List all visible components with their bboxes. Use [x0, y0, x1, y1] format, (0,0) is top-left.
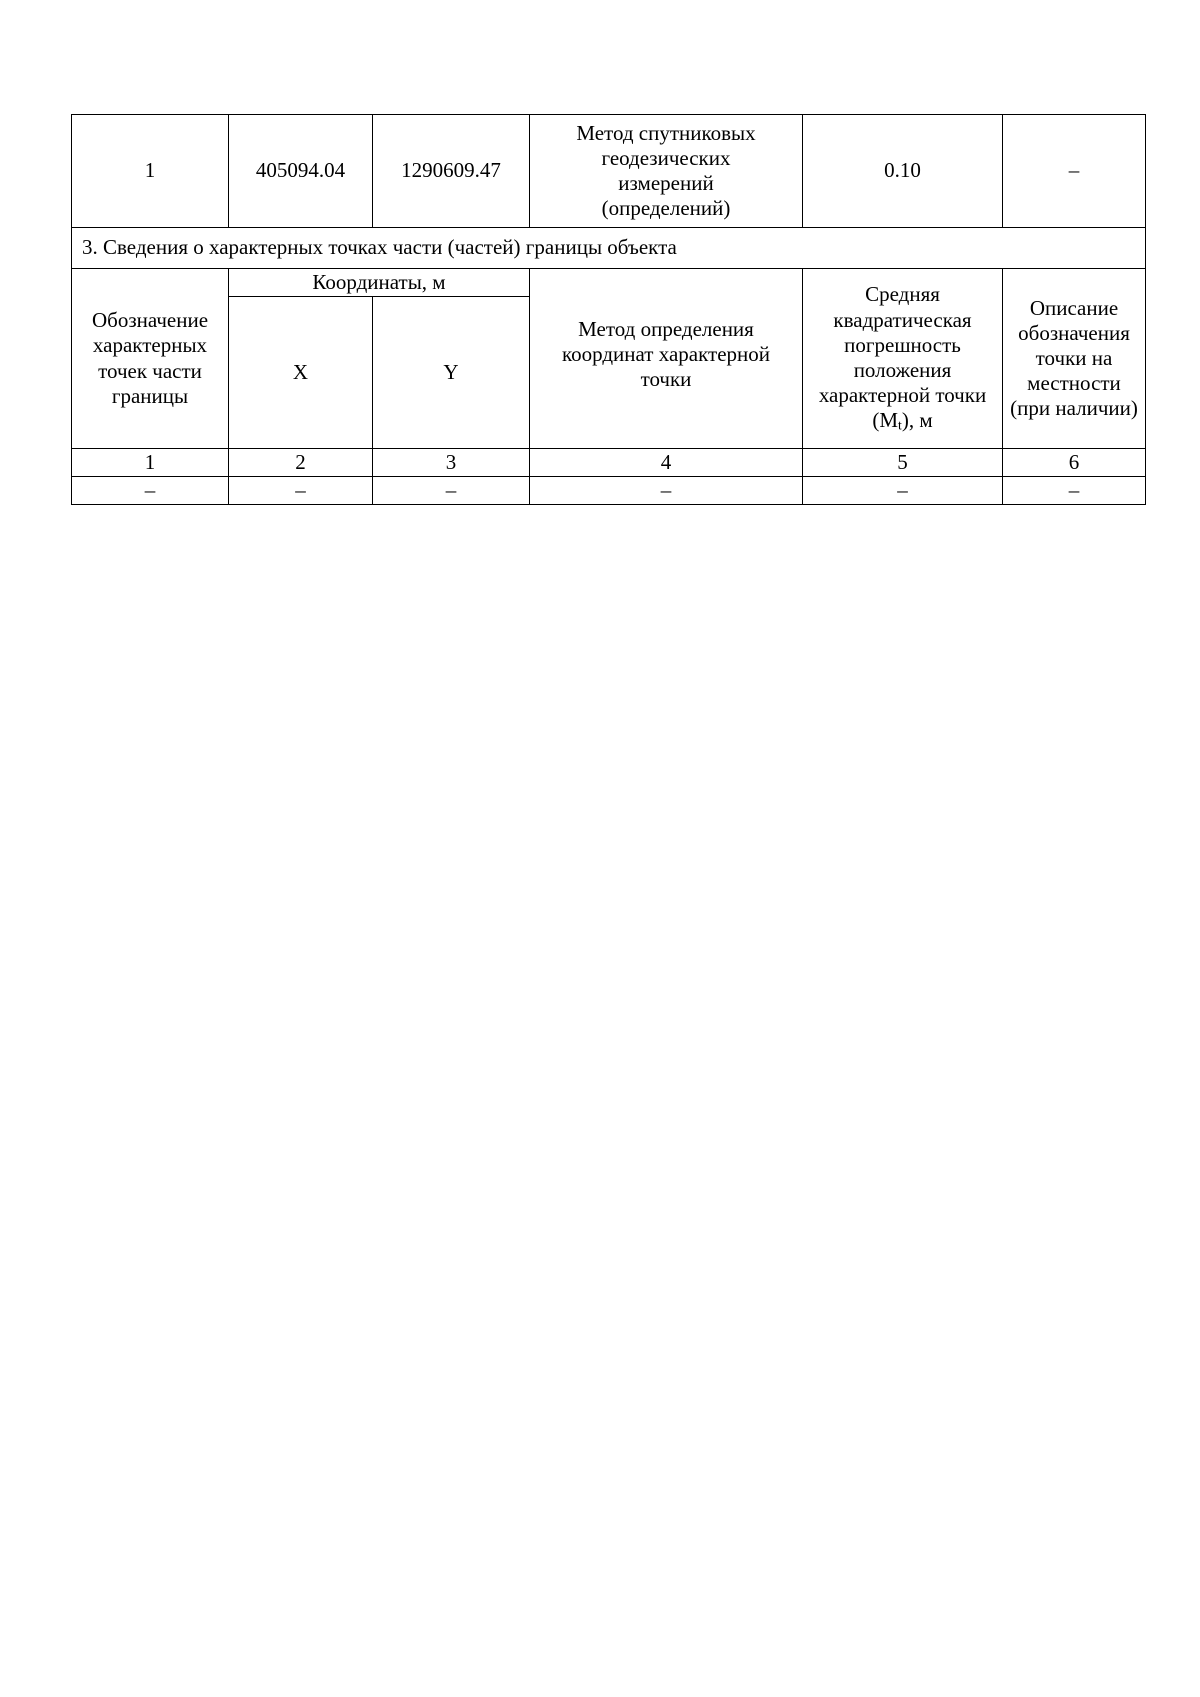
column-number-3: 3	[373, 449, 530, 477]
prev-method	[530, 115, 803, 228]
prev-x-coordinate: 405094.04	[229, 115, 373, 228]
column-numbers-row	[72, 449, 1146, 477]
section-3-title: 3. Сведения о характерных точках части (частей) границы объекта	[72, 228, 1146, 269]
prev-section-row	[72, 115, 1146, 228]
prev-description: –	[1003, 115, 1146, 228]
header-method-text: Метод определения координат характерной точки	[562, 317, 770, 392]
header-row-top	[72, 269, 1146, 297]
header-y: Y	[373, 297, 530, 449]
header-x: X	[229, 297, 373, 449]
empty-cell-5: –	[803, 477, 1003, 505]
empty-cell-3: –	[373, 477, 530, 505]
column-number-4: 4	[530, 449, 803, 477]
column-number-6: 6	[1003, 449, 1146, 477]
boundary-points-table	[71, 114, 1146, 505]
prev-method-text: Метод спутниковых геодезических измерений (определений)	[576, 120, 756, 221]
prev-point-number: 1	[72, 115, 229, 228]
header-error-sub: t	[898, 418, 902, 434]
prev-y-coordinate: 1290609.47	[373, 115, 530, 228]
section-3-title-row	[72, 228, 1146, 269]
header-designation: Обозначение характерных точек части границы	[72, 269, 229, 449]
empty-cell-4: –	[530, 477, 803, 505]
header-error-main: Средняя квадратическая погрешность положения характерной точки (M	[818, 282, 987, 433]
empty-cell-2: –	[229, 477, 373, 505]
header-description: Описание обозначения точки на местности (при наличии)	[1003, 269, 1146, 449]
column-number-2: 2	[229, 449, 373, 477]
column-number-5: 5	[803, 449, 1003, 477]
header-coordinates: Координаты, м	[229, 269, 530, 297]
header-error-tail: ), м	[901, 408, 933, 433]
column-number-1: 1	[72, 449, 229, 477]
prev-error: 0.10	[803, 115, 1003, 228]
header-error	[803, 269, 1003, 449]
header-method	[530, 269, 803, 449]
table-row	[72, 477, 1146, 505]
empty-cell-6: –	[1003, 477, 1146, 505]
empty-cell-1: –	[72, 477, 229, 505]
